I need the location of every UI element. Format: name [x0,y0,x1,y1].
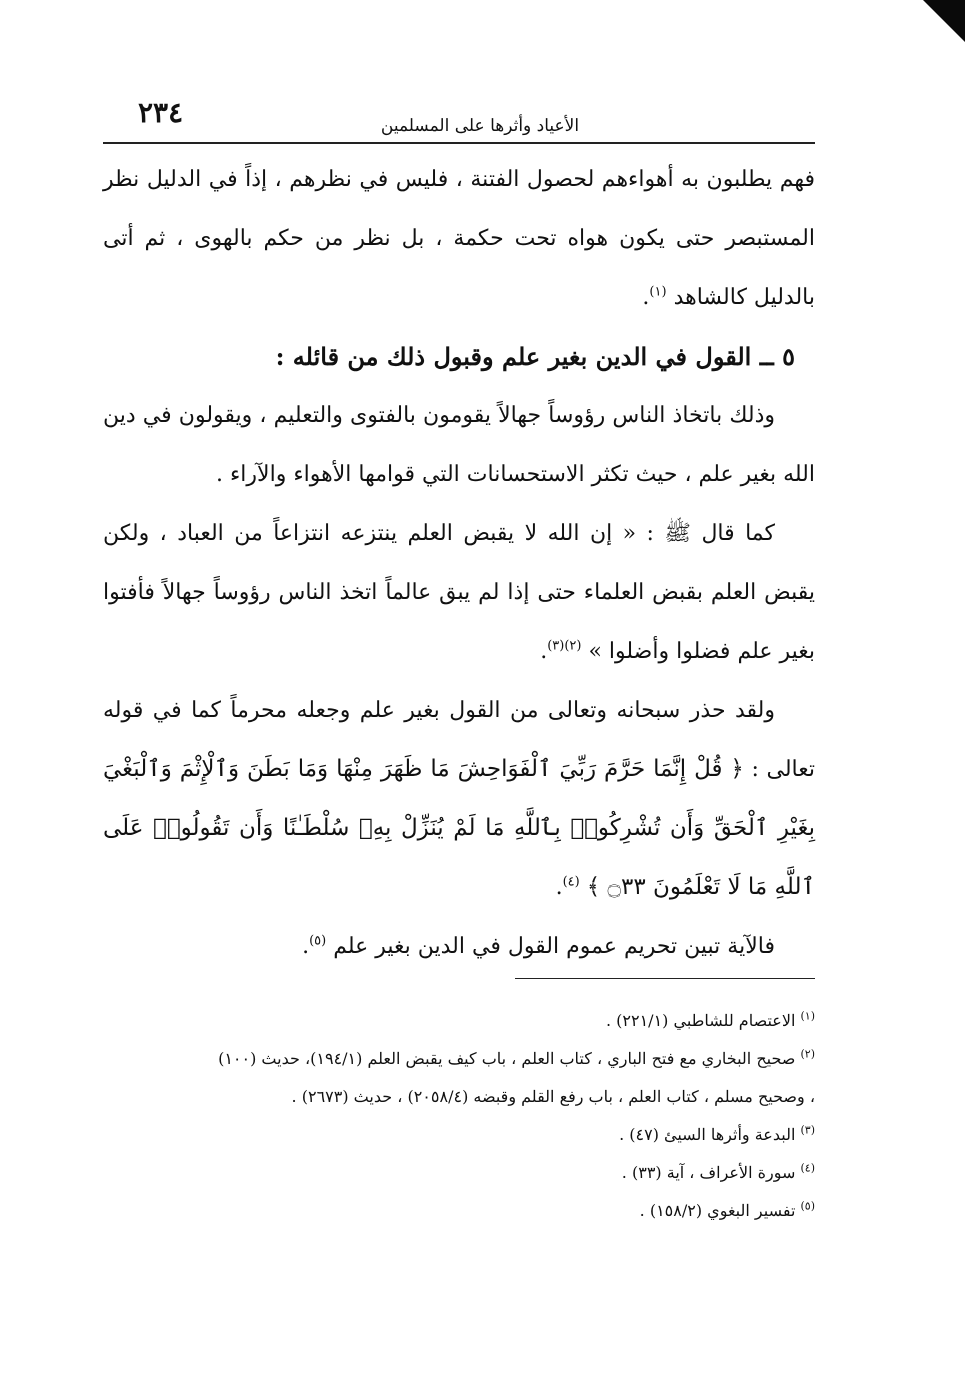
footnote-text: سورة الأعراف ، آية (٣٣) . [621,1163,796,1182]
footnote-2-continued [103,1078,815,1116]
footnote-1 [103,1002,815,1040]
header-rule [103,142,815,144]
verse-intro: ولقد حذر سبحانه وتعالى من القول بغير علم وجعله محرماً كما في قوله تعالى : [103,698,815,782]
page-number: ٢٣٤ [138,96,184,129]
paragraph-1 [103,150,815,327]
paragraph-3 [103,504,815,681]
footnote-number: (٣) [800,1123,815,1137]
footnote-2 [103,1040,815,1078]
paragraph-3-end: . [540,639,548,664]
footnote-text: تفسير البغوي (١٥٨/٢) . [639,1201,796,1220]
paragraph-5 [103,917,815,976]
footnote-4 [103,1154,815,1192]
paragraph-4 [103,681,815,917]
quran-verse: ﴿ قُلْ إِنَّمَا حَرَّمَ رَبِّيَ ٱلْفَوَاحِشَ مَا ظَهَرَ مِنْهَا وَمَا بَطَنَ وَٱلْإِثْمَ وَٱلْبَغْيَ بِغَيْرِ ٱلْحَقِّ وَأَن تُشْرِكُوا۟ بِٱللَّهِ مَا لَمْ يُنَزِّلْ بِهِۦ سُلْطَـٰنًا وَأَن تَقُولُوا۟ عَلَى ٱللَّهِ مَا لَا تَعْلَمُونَ ۝٣٣ ﴾ [103,756,815,900]
page-corner-mark [923,0,965,42]
footnote-text: البدعة وأثرها السيئ (٤٧) . [619,1125,796,1144]
paragraph-1-end: . [642,285,650,310]
hadith-text: كما قال ﷺ : « إن الله لا يقبض العلم ينتزعه انتزاعاً من العباد ، ولكن يقبض العلم بقبض العلماء حتى إذا لم يبق عالماً اتخذ الناس رؤوساً جهالاً فأفتوا بغير علم فضلوا وأضلوا » [103,521,815,664]
footnote-rule [515,978,815,979]
section-heading: ٥ ــ القول في الدين بغير علم وقبول ذلك من قائله : [275,342,795,371]
footnote-ref-1: (١) [649,284,667,300]
footnote-number: (٥) [800,1199,815,1213]
paragraph-5-end: . [302,934,310,959]
footnote-3 [103,1116,815,1154]
footnote-ref-2-3: (٢)(٣) [547,638,582,654]
footnote-5 [103,1192,815,1230]
footnote-ref-5: (٥) [309,933,327,949]
footnote-text: الاعتصام للشاطبي (٢٢١/١) . [605,1011,796,1030]
paragraph-2: وذلك باتخاذ الناس رؤوساً جهالاً يقومون بالفتوى والتعليم ، ويقولون في دين الله بغير علم ، حيث تكثر الاستحسانات التي قوامها الأهواء والآراء . [103,403,815,487]
footnote-number: (٤) [800,1161,815,1175]
footnote-number: (١) [800,1009,815,1023]
running-title: الأعياد وأثرها على المسلمين [380,116,580,136]
footnote-text: صحيح البخاري مع فتح الباري ، كتاب العلم ، باب كيف يقبض العلم (١٩٤/١)، حديث (١٠٠) [218,1049,796,1068]
footnote-ref-4: (٤) [562,874,580,890]
footnotes [103,1002,815,1230]
main-text [103,150,815,976]
paragraph-5-text: فالآية تبين تحريم عموم القول في الدين بغير علم [333,934,775,959]
paragraph-4-end: . [555,875,563,900]
paragraph-1-text: فهم يطلبون به أهواءهم لحصول الفتنة ، فليس في نظرهم ، إذاً في الدليل نظر المستبصر حتى يكون هواه تحت حكمة ، بل نظر من حكم بالهوى ، ثم أتى بالدليل كالشاهد [103,167,815,310]
footnote-text: ، وصحيح مسلم ، كتاب العلم ، باب رفع القلم وقبضه (٢٠٥٨/٤) ، حديث (٢٦٧٣) . [291,1087,815,1106]
footnote-number: (٢) [800,1047,815,1061]
